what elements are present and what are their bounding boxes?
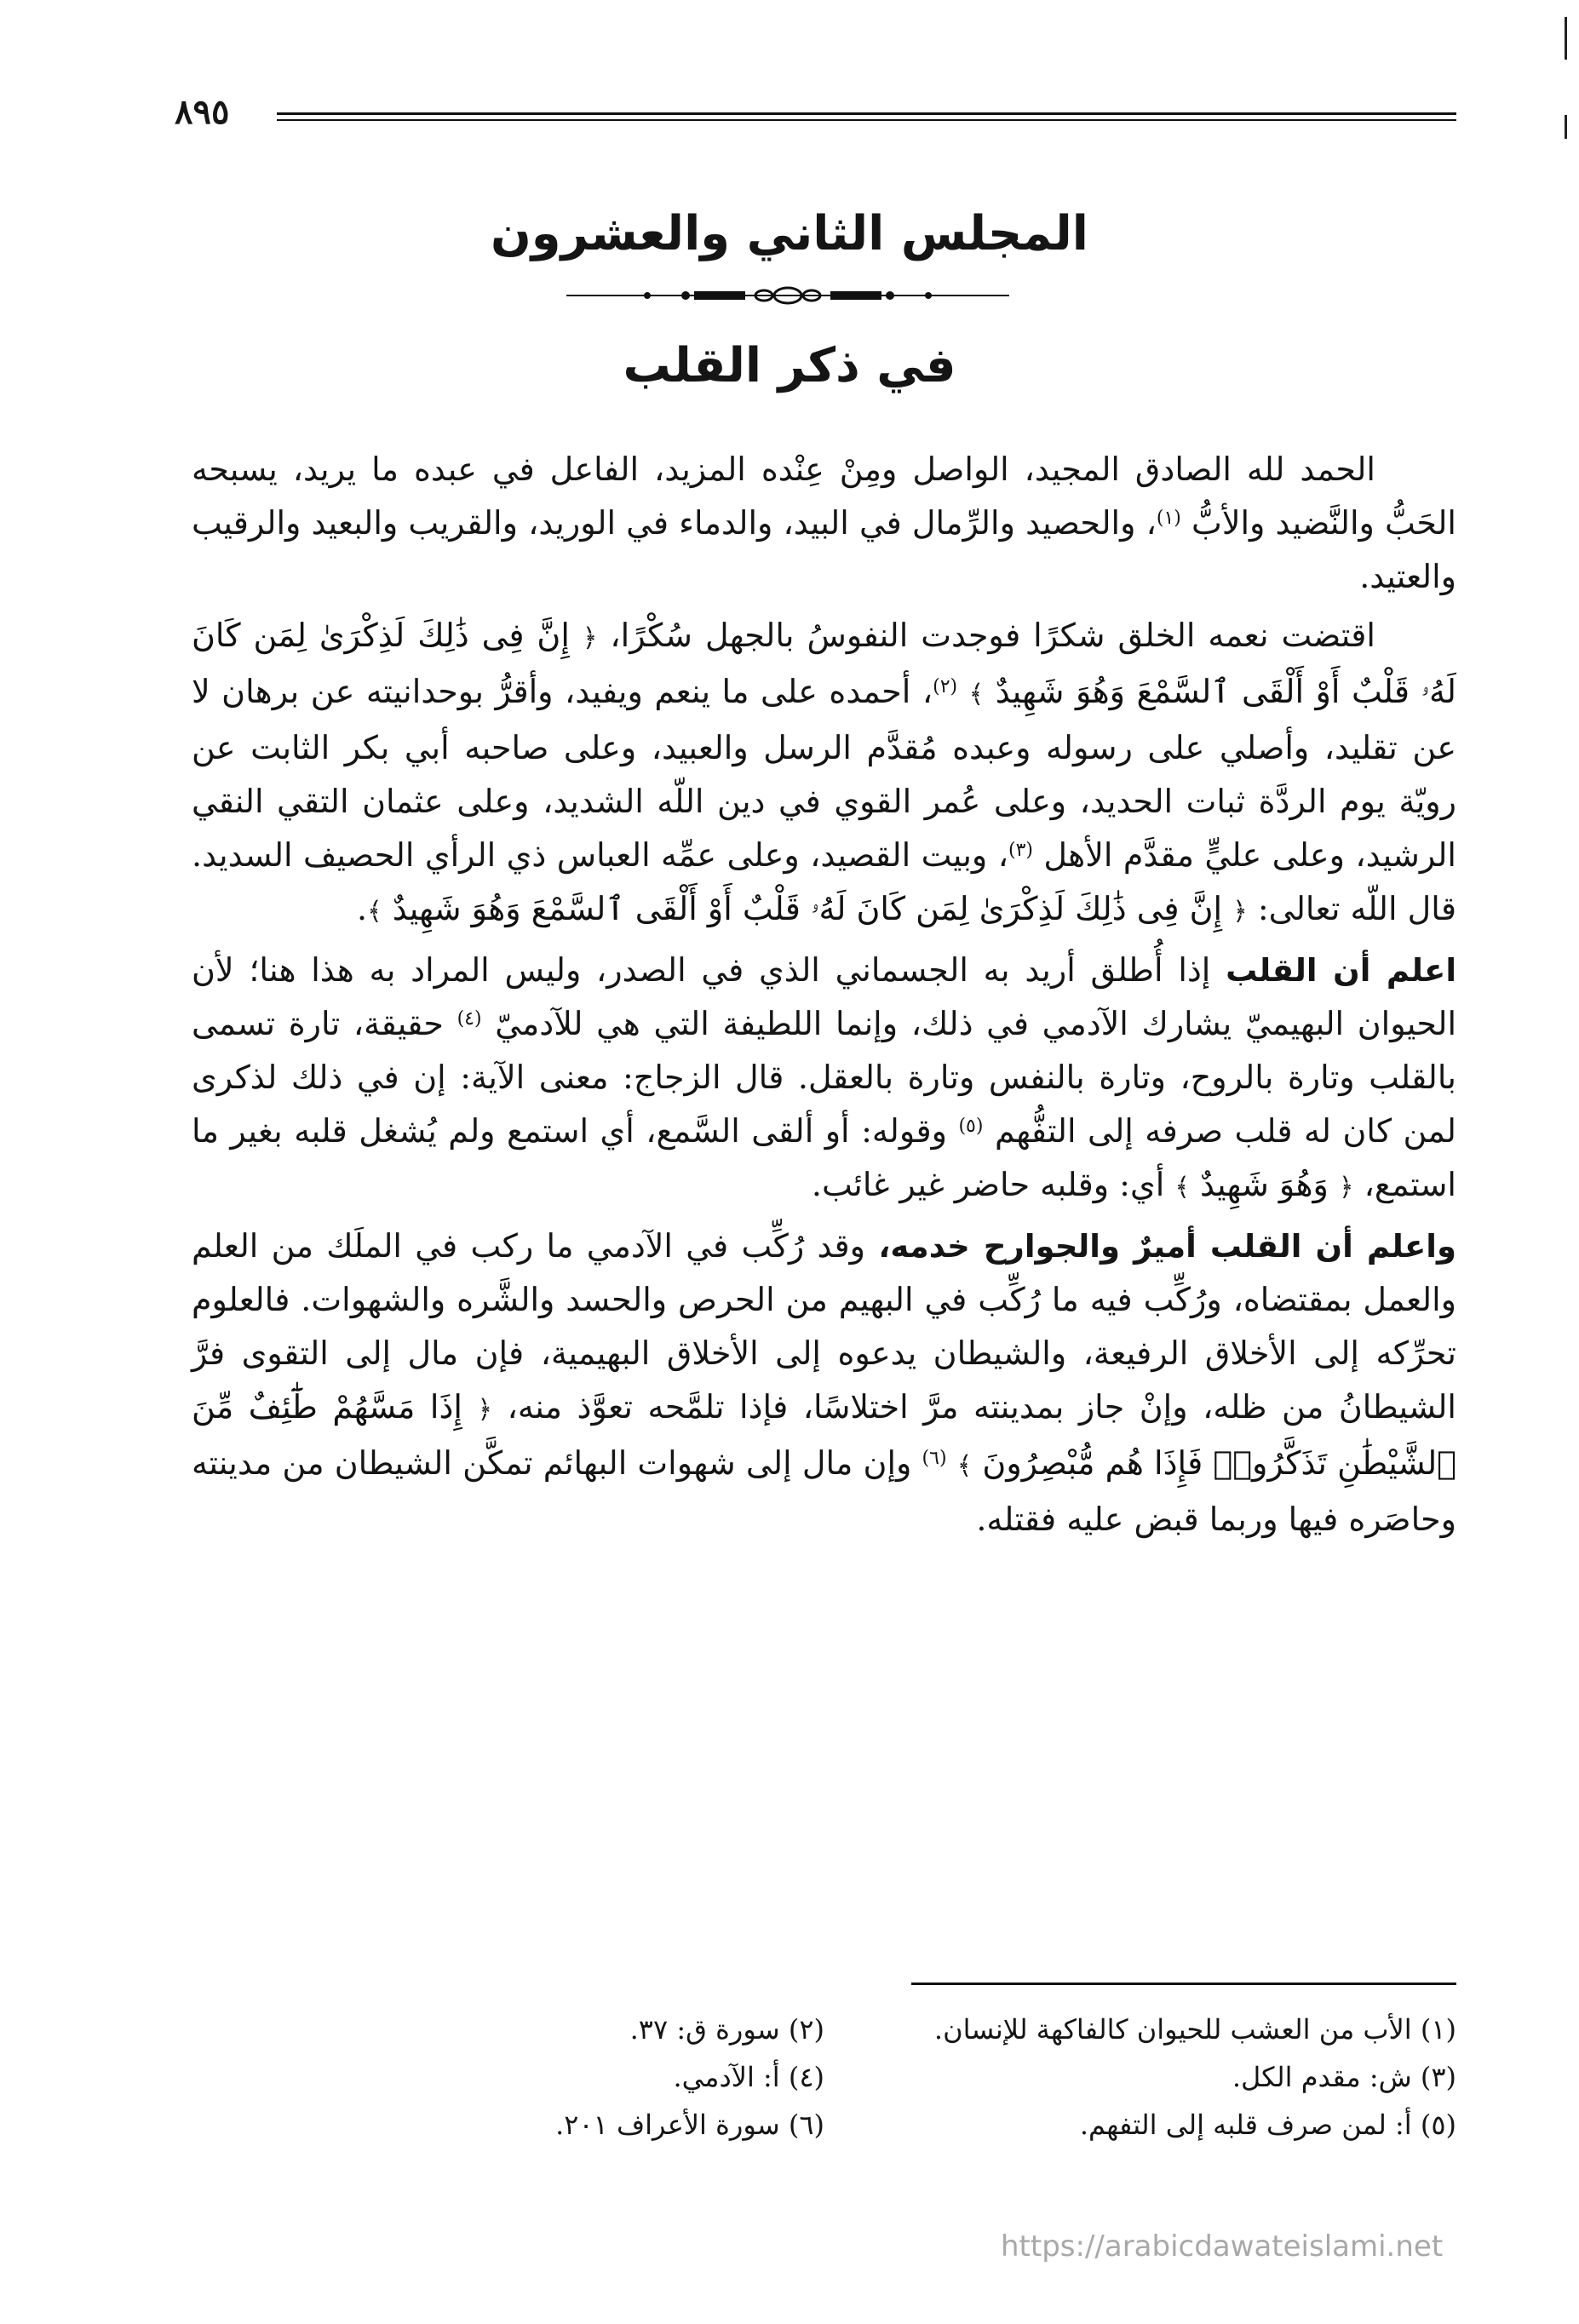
- paragraph-4: [192, 1219, 1456, 1546]
- title-ornament-divider: [566, 284, 1009, 307]
- text: وقوله: أو ألقى السَّمع، أي استمع ولم يُشغل قلبه بغير ما استمع،: [192, 1112, 1456, 1203]
- quran-bracket-open: ﴿: [1339, 1173, 1354, 1202]
- footnote-row: [192, 2006, 1456, 2053]
- quran-verse: إِنَّ فِى ذَٰلِكَ لَذِكْرَىٰ لِمَن كَانَ لَهُۥ قَلْبٌ أَوْ أَلْقَى ٱلسَّمْعَ وَهُوَ شَهِيدٌ: [192, 617, 1456, 710]
- quran-bracket-close: ﴾: [1174, 1173, 1190, 1202]
- text: ، وبيت القصيد، وعلى عمِّه العباس ذي الرأي الحصيف السديد. قال اللّه تعالى:: [192, 836, 1456, 927]
- text: حقيقة، تارة تسمى بالقلب وتارة بالروح، وتارة بالنفس وتارة بالعقل. قال الزجاج: معنى الآية: إن في ذلك لذكرى لمن كان له قلب صرفه إلى التفُّهم: [192, 1005, 1456, 1150]
- quran-verse: إِنَّ فِى ذَٰلِكَ لَذِكْرَىٰ لِمَن كَانَ لَهُۥ قَلْبٌ أَوْ أَلْقَى ٱلسَّمْعَ وَهُوَ شَهِيدٌ: [392, 890, 1223, 927]
- text: أي: وقلبه حاضر غير غائب.: [811, 1166, 1175, 1203]
- footnote-6: (٦) سورة الأعراف ٢٠١.: [555, 2109, 824, 2141]
- page-number: ٨٩٥: [175, 92, 230, 132]
- footnote-ref: (٦): [922, 1448, 947, 1469]
- footnote-ref: (٢): [933, 676, 958, 697]
- body-text: [192, 443, 1456, 1552]
- footnote-row: [192, 2053, 1456, 2101]
- majlis-title: المجلس الثاني والعشرون: [491, 206, 1088, 261]
- footnote-2: (٢) سورة ق: ٣٧.: [629, 2013, 824, 2046]
- footnote-1: (١) الأب من العشب للحيوان كالفاكهة للإنسان.: [933, 2013, 1456, 2046]
- footnote-ref: (٤): [456, 1008, 482, 1030]
- text: اقتضت نعمه الخلق شكرًا فوجدت النفوسُ بالجهل سُكْرًا،: [610, 617, 1375, 654]
- quran-verse: وَهُوَ شَهِيدٌ: [1200, 1166, 1329, 1203]
- text: ، والحصيد والرِّمال في البيد، والدماء في الوريد، والقريب والبعيد والرقيب والعتيد.: [192, 504, 1456, 595]
- margin-mark: [1565, 115, 1567, 139]
- text: إذا أُطلق أريد به الجسماني الذي في الصدر، وليس المراد به هذا هنا؛ لأن الحيوان البهيميّ يشارك الآدمي في ذلك، وإنما اللطيفة التي هي للآدميّ: [192, 951, 1456, 1042]
- quran-bracket-close: ﴾: [968, 680, 985, 709]
- text: ، أحمده على ما ينعم ويفيد، وأقرُّ بوحدانيته عن برهان لا عن تقليد، وأصلي على رسوله وعبده مُقدَّم الرسل والعبيد، وعلى صاحبه أبي بكر الثابت عن رويّة يوم الردَّة ثبات الحديد، وعلى عُمر القوي في دين اللّه الشديد، وعلى عثمان التقي النقي الرشيد، وعلى عليٍّ مقدَّم الأهل: [192, 673, 1456, 874]
- watermark-url[interactable]: https://arabicdawateislami.net: [1001, 2229, 1444, 2264]
- header-rule: [277, 112, 1456, 115]
- quran-bracket-open: ﴿: [477, 1395, 493, 1425]
- quran-bracket-close: ﴾: [956, 1451, 973, 1481]
- footnote-ref: (٥): [958, 1116, 984, 1137]
- paragraph-2: [192, 609, 1456, 938]
- page-header: [175, 92, 1456, 132]
- footnote-ref: (٣): [1008, 840, 1033, 861]
- text: الحمد لله الصادق المجيد، الواصل ومِنْ عِنْده المزيد، الفاعل في عبده ما يريد، يسبحه الحَبُّ والنَّضيد والأبُّ: [192, 450, 1456, 542]
- footnotes: [192, 2006, 1456, 2149]
- footnote-3: (٣) ش: مقدم الكل.: [1232, 2061, 1456, 2093]
- text: وقد رُكِّب في الآدمي ما ركب في الملَك من العلم والعمل بمقتضاه، ورُكِّب فيه ما رُكِّب في البهيم من الحرص والحسد والشَّره والشهوات. فالعلوم تحرِّكه إلى الأخلاق الرفيعة، والشيطان يدعوه إلى الأخلاق البهيمية، فإن مال إلى التقوى فرَّ الشيطانُ من ظله، وإنْ جاز بمدينته مرَّ اختلاسًا، فإذا تلمَّحه تعوَّذ منه،: [192, 1227, 1456, 1426]
- lead-phrase: واعلم أن القلب أميرٌ والجوارح خدمه،: [878, 1228, 1456, 1265]
- margin-mark: [1565, 17, 1567, 60]
- quran-bracket-close: ﴾: [367, 897, 382, 927]
- footnote-4: (٤) أ: الآدمي.: [673, 2061, 824, 2093]
- text: وإن مال إلى شهوات البهائم تمكَّن الشيطان من مدينته وحاصَره فيها وربما قبض عليه فقتله.: [192, 1444, 1456, 1538]
- footnote-ref: (١): [1156, 508, 1181, 529]
- paragraph-3: [192, 944, 1456, 1214]
- quran-bracket-open: ﴿: [582, 623, 598, 653]
- section-title: في ذكر القلب: [623, 338, 956, 393]
- quran-bracket-open: ﴿: [1232, 897, 1248, 927]
- lead-phrase: اعلم أن القلب: [1226, 952, 1457, 989]
- paragraph-1: [192, 443, 1456, 604]
- footnote-5: (٥) أ: لمن صرف قلبه إلى التفهم.: [1079, 2109, 1456, 2141]
- footnote-rule: [911, 1983, 1456, 1985]
- footnote-row: [192, 2101, 1456, 2149]
- text: .: [357, 890, 368, 927]
- quran-verse: إِذَا مَسَّهُمْ طَٰٓئِفٌ مِّنَ ٱلشَّيْطَٰنِ تَذَكَّرُوا۟ فَإِذَا هُم مُّبْصِرُونَ: [192, 1388, 1456, 1482]
